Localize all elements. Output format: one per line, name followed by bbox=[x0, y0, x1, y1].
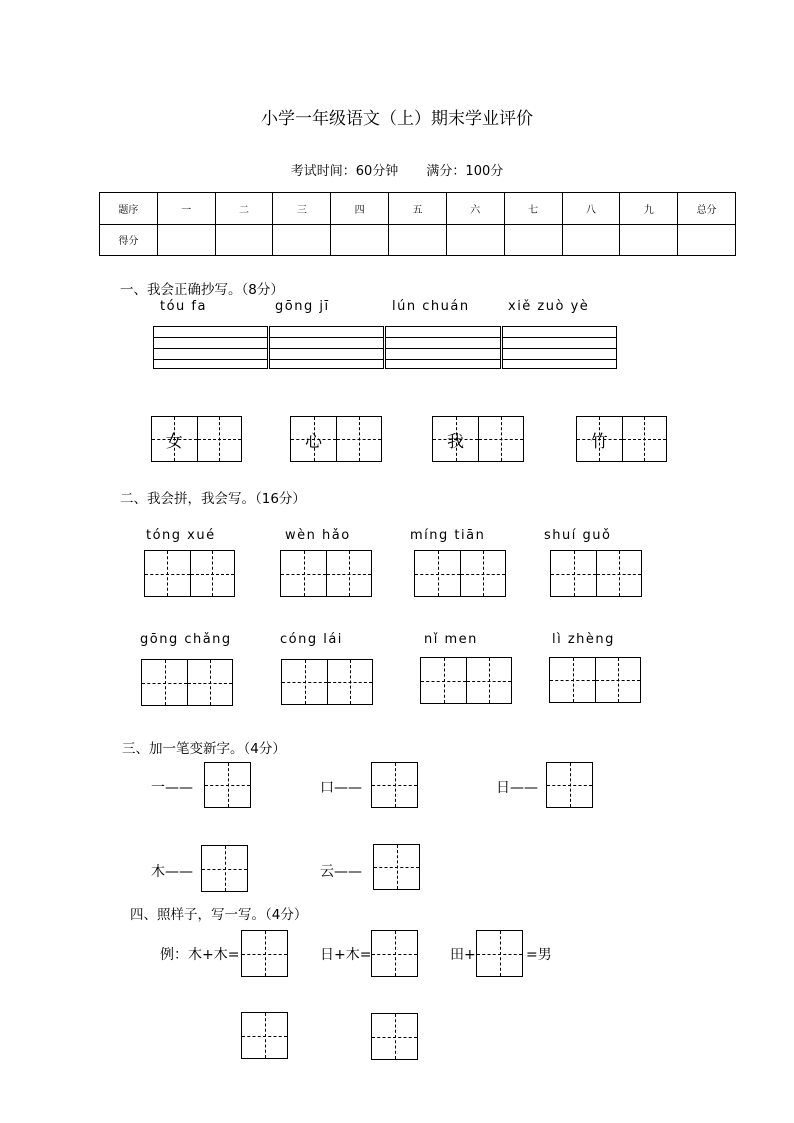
score-input-cell[interactable] bbox=[331, 224, 389, 256]
score-table bbox=[99, 192, 736, 256]
tianzige-box[interactable] bbox=[151, 416, 242, 462]
pinyin-label: xiě zuò yè bbox=[508, 299, 590, 314]
table-cell: 总分 bbox=[678, 193, 736, 225]
score-input-cell[interactable] bbox=[273, 224, 331, 256]
model-char: 心 bbox=[305, 431, 322, 452]
base-char-label: 一—— bbox=[151, 780, 193, 796]
score-input-cell[interactable] bbox=[215, 224, 273, 256]
grid-cell[interactable] bbox=[460, 551, 505, 596]
grid-cell[interactable] bbox=[550, 658, 595, 702]
pinyin-label: tóu fa bbox=[160, 299, 207, 314]
grid-cell[interactable] bbox=[596, 551, 641, 596]
table-cell: 八 bbox=[562, 193, 620, 225]
score-input-cell[interactable] bbox=[446, 224, 504, 256]
grid-cell bbox=[152, 417, 197, 461]
tianzige-box[interactable] bbox=[549, 657, 641, 703]
grid-cell[interactable] bbox=[421, 658, 466, 703]
pinyin-label: wèn hǎo bbox=[285, 528, 351, 543]
table-cell: 得分 bbox=[100, 224, 158, 256]
exam-time: 考试时间：60分钟 bbox=[290, 164, 399, 179]
model-char: 我 bbox=[447, 431, 464, 452]
pinyin-label: gōng jī bbox=[275, 299, 330, 314]
grid-cell[interactable] bbox=[281, 551, 326, 596]
grid-cell[interactable] bbox=[478, 417, 523, 461]
base-char-label: 云—— bbox=[320, 864, 362, 880]
table-cell: 二 bbox=[215, 193, 273, 225]
tianzige-box[interactable] bbox=[144, 550, 235, 597]
pinyin-label: nǐ men bbox=[424, 632, 478, 647]
tianzige-box[interactable] bbox=[290, 416, 382, 462]
equation-label: 日+木= bbox=[320, 947, 372, 963]
table-cell: 六 bbox=[446, 193, 504, 225]
score-table-score-row bbox=[100, 224, 736, 256]
pinyin-label: shuí guǒ bbox=[544, 528, 612, 543]
writing-lines[interactable] bbox=[269, 326, 384, 369]
grid-cell[interactable] bbox=[336, 417, 381, 461]
score-input-cell[interactable] bbox=[157, 224, 215, 256]
table-cell: 一 bbox=[157, 193, 215, 225]
base-char-label: 口—— bbox=[320, 780, 362, 796]
tianzige-box[interactable] bbox=[241, 1012, 288, 1059]
grid-cell[interactable] bbox=[142, 660, 187, 705]
score-table-header-row bbox=[100, 193, 736, 225]
pinyin-label: lì zhèng bbox=[552, 632, 615, 647]
section4-heading: 四、照样子，写一写。（4分） bbox=[130, 907, 308, 923]
score-input-cell[interactable] bbox=[678, 224, 736, 256]
tianzige-box[interactable] bbox=[280, 550, 372, 597]
base-char-label: 日—— bbox=[496, 780, 538, 796]
base-char-label: 木—— bbox=[151, 864, 193, 880]
grid-cell[interactable] bbox=[415, 551, 460, 596]
tianzige-box[interactable] bbox=[420, 657, 512, 704]
equation-result: =男 bbox=[526, 947, 552, 963]
equation-label: 田+ bbox=[450, 947, 476, 963]
tianzige-box[interactable] bbox=[546, 762, 593, 808]
tianzige-box[interactable] bbox=[476, 930, 523, 977]
writing-lines[interactable] bbox=[385, 326, 501, 369]
pinyin-label: lún chuán bbox=[392, 299, 470, 314]
example-label: 例：木+木= bbox=[160, 947, 240, 963]
model-char: 竹 bbox=[590, 431, 608, 452]
tianzige-box[interactable] bbox=[201, 845, 248, 892]
grid-cell[interactable] bbox=[327, 660, 372, 704]
grid-cell[interactable] bbox=[282, 660, 327, 704]
section2-heading: 二、我会拼，我会写。（16分） bbox=[120, 491, 306, 507]
table-cell: 五 bbox=[389, 193, 447, 225]
writing-lines[interactable] bbox=[502, 326, 617, 369]
grid-cell[interactable] bbox=[197, 417, 242, 461]
section3-heading: 三、加一笔变新字。（4分） bbox=[122, 741, 286, 757]
model-char: 女 bbox=[165, 431, 183, 452]
grid-cell[interactable] bbox=[595, 658, 640, 702]
grid-cell bbox=[433, 417, 478, 461]
full-score: 满分：100分 bbox=[426, 164, 504, 179]
table-cell: 九 bbox=[620, 193, 678, 225]
section1-heading: 一、我会正确抄写。（8分） bbox=[120, 282, 284, 298]
tianzige-box[interactable] bbox=[576, 416, 667, 462]
grid-cell bbox=[577, 417, 622, 461]
tianzige-box[interactable] bbox=[204, 762, 251, 808]
table-cell: 七 bbox=[504, 193, 562, 225]
tianzige-box[interactable] bbox=[414, 550, 506, 597]
tianzige-box[interactable] bbox=[371, 1013, 418, 1060]
pinyin-label: míng tiān bbox=[410, 528, 486, 543]
grid-cell bbox=[291, 417, 336, 461]
exam-info bbox=[0, 160, 794, 179]
table-cell: 三 bbox=[273, 193, 331, 225]
score-input-cell[interactable] bbox=[504, 224, 562, 256]
table-cell: 题序 bbox=[100, 193, 158, 225]
tianzige-box[interactable] bbox=[281, 659, 373, 705]
grid-cell[interactable] bbox=[190, 551, 235, 596]
writing-lines[interactable] bbox=[153, 326, 268, 369]
grid-cell[interactable] bbox=[326, 551, 371, 596]
score-input-cell[interactable] bbox=[620, 224, 678, 256]
tianzige-box[interactable] bbox=[371, 762, 418, 808]
grid-cell[interactable] bbox=[145, 551, 190, 596]
pinyin-label: gōng chǎng bbox=[140, 632, 232, 647]
grid-cell[interactable] bbox=[551, 551, 596, 596]
tianzige-box[interactable] bbox=[550, 550, 642, 597]
grid-cell[interactable] bbox=[466, 658, 511, 703]
grid-cell[interactable] bbox=[622, 417, 667, 461]
score-input-cell[interactable] bbox=[562, 224, 620, 256]
tianzige-box[interactable] bbox=[373, 844, 420, 890]
pinyin-label: cóng lái bbox=[280, 632, 343, 647]
table-cell: 四 bbox=[331, 193, 389, 225]
pinyin-label: tóng xué bbox=[146, 528, 216, 543]
tianzige-box[interactable] bbox=[141, 659, 233, 706]
page-title: 小学一年级语文（上）期末学业评价 bbox=[261, 109, 533, 129]
grid-cell[interactable] bbox=[187, 660, 232, 705]
tianzige-box[interactable] bbox=[241, 930, 288, 977]
tianzige-box[interactable] bbox=[432, 416, 524, 462]
score-input-cell[interactable] bbox=[389, 224, 447, 256]
tianzige-box[interactable] bbox=[371, 930, 418, 977]
